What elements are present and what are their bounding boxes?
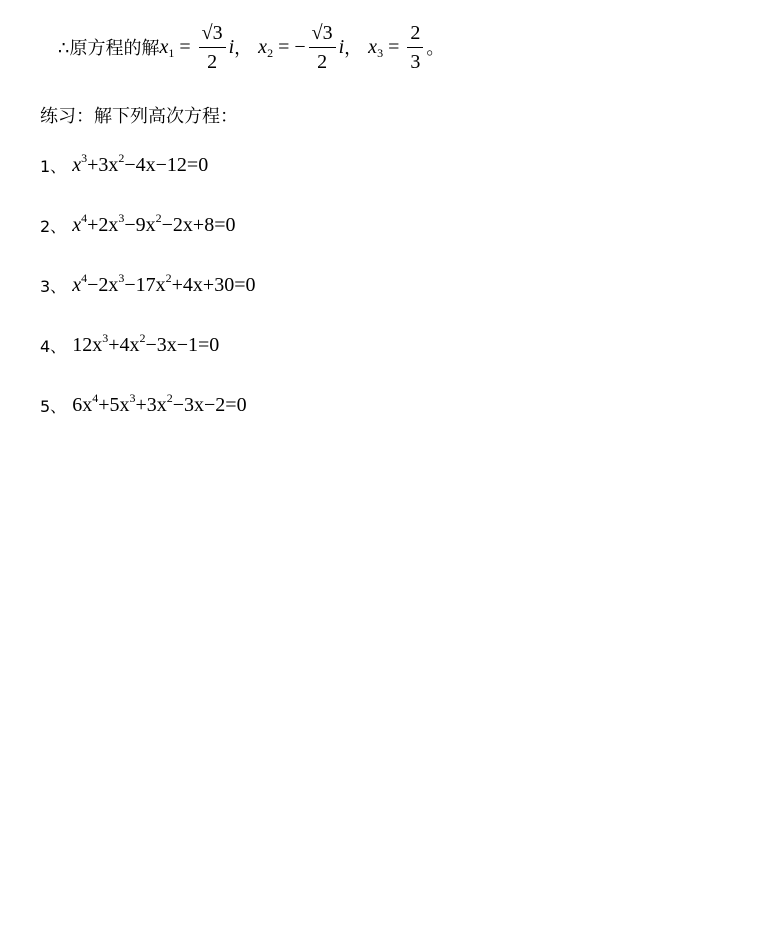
fraction-neg-sqrt3-over-2: $\frac{√3}{2}$ bbox=[309, 21, 336, 74]
equation-1: $x^3+3x^2-4x-12=0$ bbox=[72, 151, 209, 176]
equation-4: $12x^3+4x^2-3x-1=0$ bbox=[72, 331, 220, 356]
problem-1: 1、 $x^3+3x^2-4x-12=0$ bbox=[40, 151, 209, 176]
problem-3: 3、 $x^4-2x^3-17x^2+4x+30=0$ bbox=[40, 271, 256, 296]
problem-4: 4、 $12x^3+4x^2-3x-1=0$ bbox=[40, 331, 220, 356]
solution-conclusion: ∴原方程的解 x 1 = $\frac{√3}{2}$ i ， x 2 = − $\frac{√3}{2}$ i ， x 3 = $\frac{2}{3}$ 。 bbox=[58, 21, 445, 73]
problem-2: 2、 $x^4+2x^3-9x^2-2x+8=0$ bbox=[40, 211, 236, 236]
problem-5: 5、 $6x^4+5x^3+3x^2-3x-2=0$ bbox=[40, 391, 247, 416]
fraction-sqrt3-over-2: $\frac{√3}{2}$ bbox=[199, 21, 226, 74]
equation-2: $x^4+2x^3-9x^2-2x+8=0$ bbox=[72, 211, 236, 236]
equation-3: $x^4-2x^3-17x^2+4x+30=0$ bbox=[72, 271, 256, 296]
equation-5: $6x^4+5x^3+3x^2-3x-2=0$ bbox=[72, 391, 247, 416]
root-3: x 3 = $\frac{2}{3}$ bbox=[368, 21, 426, 74]
practice-heading: 练习：解下列高次方程： bbox=[40, 106, 238, 127]
fraction-2-over-3: $\frac{2}{3}$ bbox=[407, 21, 423, 74]
root-2: x 2 = − $\frac{√3}{2}$ i bbox=[258, 21, 345, 73]
root-1: x 1 = $\frac{√3}{2}$ i bbox=[159, 21, 235, 73]
conclusion-prefix: ∴原方程的解 bbox=[58, 38, 160, 59]
